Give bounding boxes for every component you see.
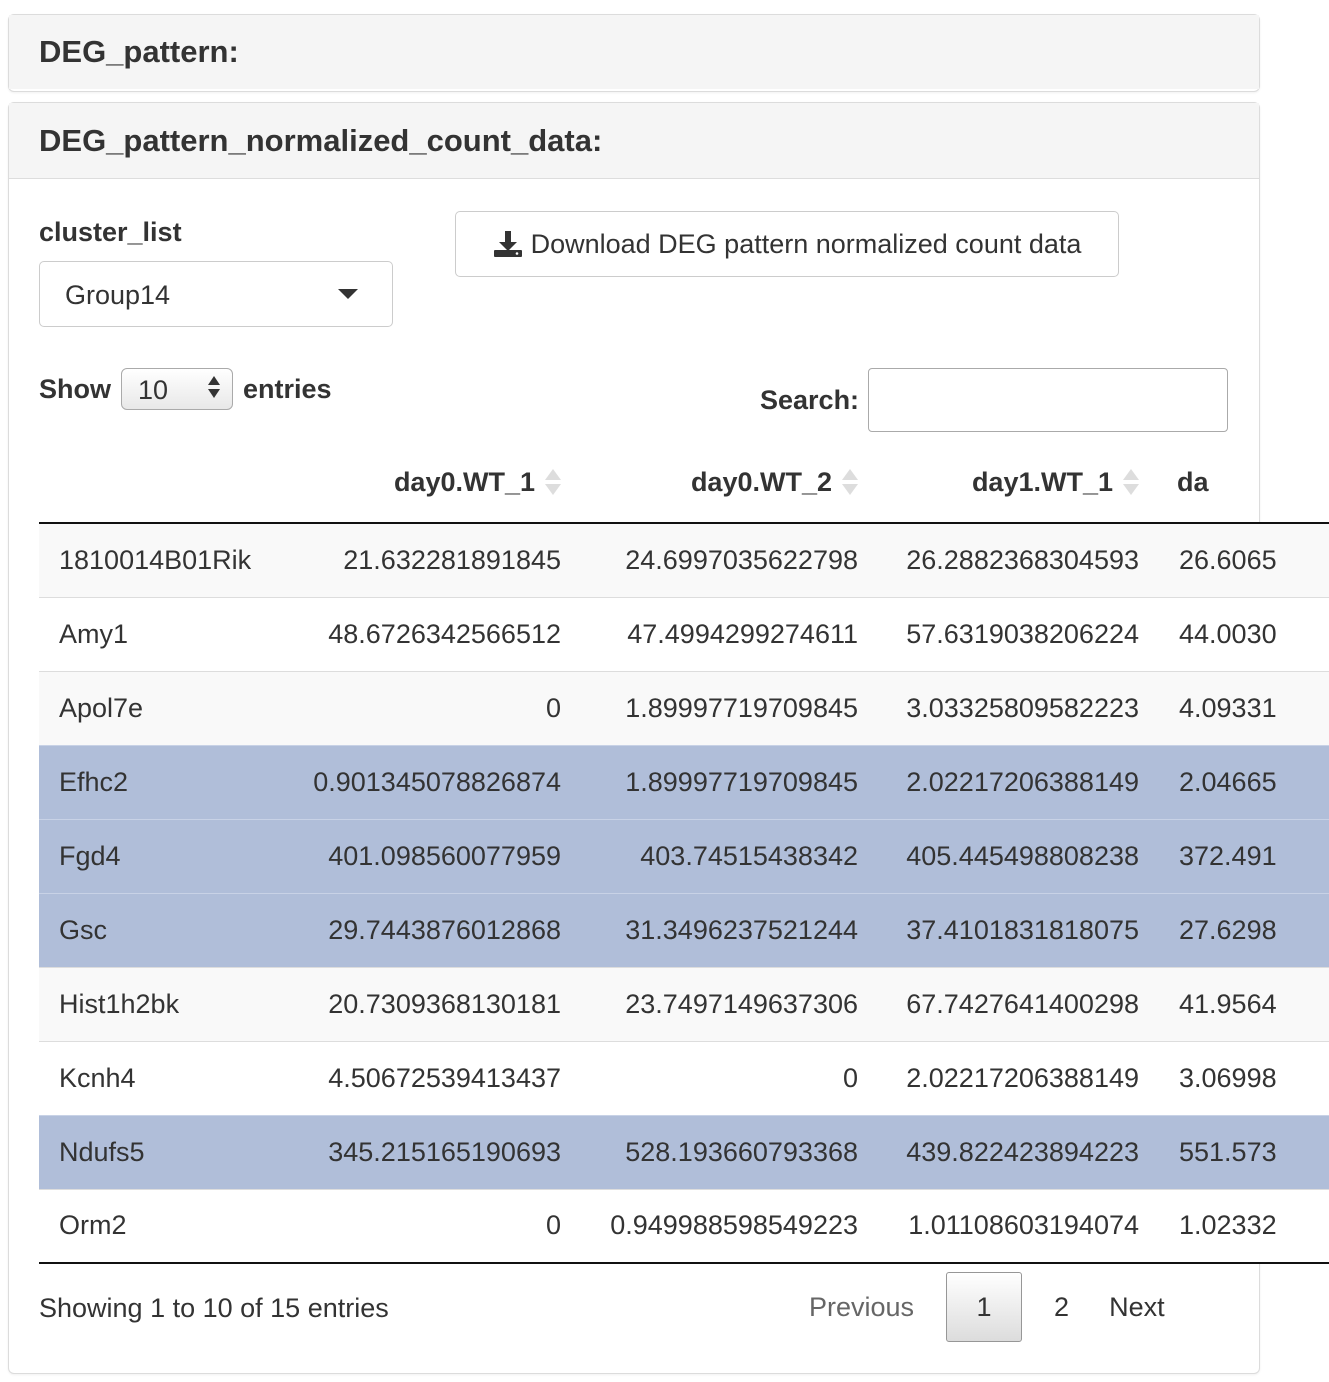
table-info: Showing 1 to 10 of 15 entries — [39, 1293, 389, 1323]
table-row[interactable] — [39, 1189, 1329, 1263]
data-table-container — [39, 443, 1289, 1265]
previous-page-button[interactable]: Previous — [809, 1291, 915, 1322]
value-cell: 405.445498808238 — [866, 819, 1147, 893]
table-row[interactable] — [39, 1041, 1329, 1115]
table-header-row — [39, 443, 1329, 523]
value-cell: 1.02332 — [1147, 1189, 1329, 1263]
value-cell: 27.6298 — [1147, 893, 1329, 967]
value-cell: 551.573 — [1147, 1115, 1329, 1189]
value-cell: 0.901345078826874 — [279, 745, 569, 819]
page-1-button[interactable]: 1 — [946, 1272, 1022, 1342]
gene-cell: Kcnh4 — [39, 1041, 279, 1115]
value-cell: 67.7427641400298 — [866, 967, 1147, 1041]
sort-icon — [842, 469, 858, 495]
value-cell: 345.215165190693 — [279, 1115, 569, 1189]
value-cell: 439.822423894223 — [866, 1115, 1147, 1189]
caret-down-icon — [338, 289, 358, 299]
download-button[interactable] — [455, 211, 1119, 277]
value-cell: 0 — [279, 1189, 569, 1263]
value-cell: 401.098560077959 — [279, 819, 569, 893]
deg-pattern-panel — [8, 14, 1260, 92]
gene-cell: Ndufs5 — [39, 1115, 279, 1189]
gene-cell: Amy1 — [39, 597, 279, 671]
value-cell: 3.06998 — [1147, 1041, 1329, 1115]
cluster-list-value: Group14 — [65, 280, 171, 310]
gene-cell: Hist1h2bk — [39, 967, 279, 1041]
value-cell: 0.949988598549223 — [569, 1189, 866, 1263]
deg-pattern-heading: DEG_pattern: — [9, 15, 1259, 89]
value-cell: 20.7309368130181 — [279, 967, 569, 1041]
value-cell: 1.01108603194074 — [866, 1189, 1147, 1263]
column-header-gene[interactable] — [39, 443, 279, 523]
value-cell: 403.74515438342 — [569, 819, 866, 893]
data-table — [39, 443, 1329, 1264]
cluster-list-label: cluster_list — [39, 217, 182, 247]
value-cell: 31.3496237521244 — [569, 893, 866, 967]
column-header-day0-wt-2[interactable]: day0.WT_2 — [569, 443, 866, 523]
value-cell: 372.491 — [1147, 819, 1329, 893]
value-cell: 37.4101831818075 — [866, 893, 1147, 967]
gene-cell: Orm2 — [39, 1189, 279, 1263]
show-label: Show — [39, 373, 111, 404]
download-button-label: Download DEG pattern normalized count data — [530, 228, 1082, 259]
table-row-selected[interactable] — [39, 1115, 1329, 1189]
table-row[interactable] — [39, 967, 1329, 1041]
value-cell: 2.02217206388149 — [866, 1041, 1147, 1115]
length-menu — [39, 367, 332, 411]
gene-cell: Efhc2 — [39, 745, 279, 819]
gene-cell: Gsc — [39, 893, 279, 967]
value-cell: 1.89997719709845 — [569, 745, 866, 819]
page-2-button[interactable]: 2 — [1054, 1291, 1070, 1322]
sort-icon — [1123, 469, 1139, 495]
value-cell: 24.6997035622798 — [569, 523, 866, 597]
download-icon — [493, 230, 523, 258]
value-cell: 2.04665 — [1147, 745, 1329, 819]
value-cell: 4.09331 — [1147, 671, 1329, 745]
value-cell: 26.2882368304593 — [866, 523, 1147, 597]
value-cell: 47.4994299274611 — [569, 597, 866, 671]
table-row[interactable] — [39, 597, 1329, 671]
value-cell: 57.6319038206224 — [866, 597, 1147, 671]
gene-cell: Fgd4 — [39, 819, 279, 893]
count-data-heading: DEG_pattern_normalized_count_data: — [9, 103, 1259, 179]
sort-icon — [545, 469, 561, 495]
search-label: Search: — [760, 385, 860, 415]
value-cell: 3.03325809582223 — [866, 671, 1147, 745]
entries-label: entries — [243, 373, 332, 404]
updown-arrows-icon — [208, 376, 220, 398]
entries-per-page-select[interactable] — [121, 368, 233, 410]
value-cell: 528.193660793368 — [569, 1115, 866, 1189]
value-cell: 26.6065 — [1147, 523, 1329, 597]
value-cell: 4.50672539413437 — [279, 1041, 569, 1115]
entries-per-page-value: 10 — [138, 375, 169, 405]
value-cell: 29.7443876012868 — [279, 893, 569, 967]
value-cell: 0 — [569, 1041, 866, 1115]
value-cell: 1.89997719709845 — [569, 671, 866, 745]
value-cell: 41.9564 — [1147, 967, 1329, 1041]
column-header-partial[interactable]: da — [1147, 443, 1329, 523]
column-header-day1-wt-1[interactable]: day1.WT_1 — [866, 443, 1147, 523]
table-row-selected[interactable] — [39, 819, 1329, 893]
pagination — [789, 1271, 1185, 1343]
value-cell: 44.0030 — [1147, 597, 1329, 671]
value-cell: 21.632281891845 — [279, 523, 569, 597]
value-cell: 48.6726342566512 — [279, 597, 569, 671]
table-row[interactable] — [39, 523, 1329, 597]
table-row-selected[interactable] — [39, 893, 1329, 967]
gene-cell: 1810014B01Rik — [39, 523, 279, 597]
table-row[interactable] — [39, 671, 1329, 745]
deg-pattern-count-data-panel — [8, 102, 1277, 1374]
gene-cell: Apol7e — [39, 671, 279, 745]
search-input[interactable] — [868, 368, 1228, 432]
table-row-selected[interactable] — [39, 745, 1329, 819]
next-page-button[interactable]: Next — [1109, 1291, 1165, 1322]
value-cell: 0 — [279, 671, 569, 745]
cluster-list-select[interactable] — [39, 261, 393, 327]
value-cell: 23.7497149637306 — [569, 967, 866, 1041]
column-header-day0-wt-1[interactable]: day0.WT_1 — [279, 443, 569, 523]
value-cell: 2.02217206388149 — [866, 745, 1147, 819]
